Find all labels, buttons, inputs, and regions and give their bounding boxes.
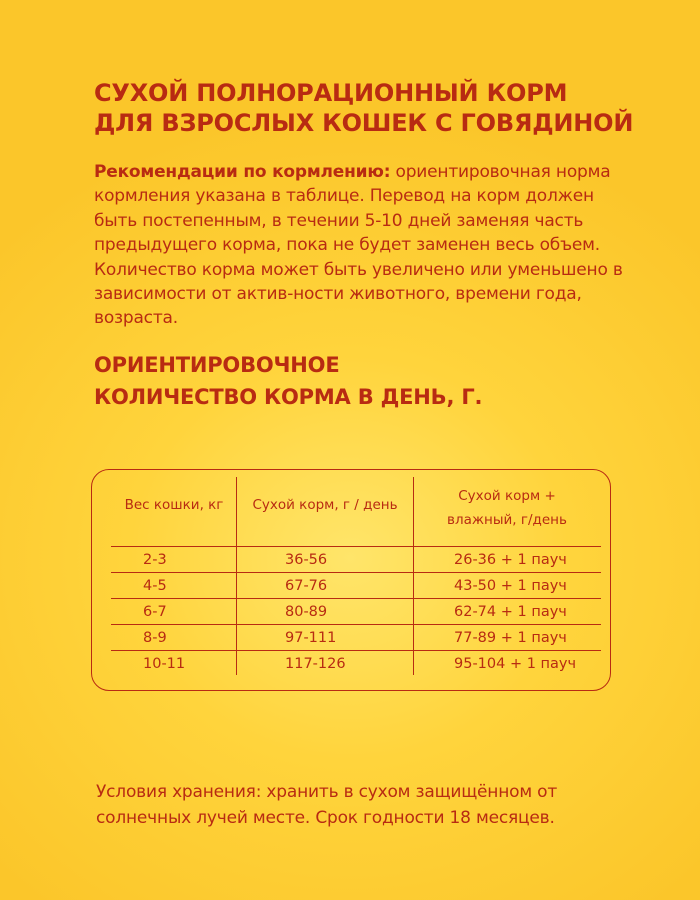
cell-dry: 36-56 (285, 552, 328, 568)
feeding-recommendations (94, 160, 639, 331)
storage-conditions-line-2: солнечных лучей месте. Срок годности 18 месяцев. (96, 808, 555, 828)
table-row (0, 599, 700, 625)
product-title-line-2: ДЛЯ ВЗРОСЛЫХ КОШЕК С ГОВЯДИНОЙ (94, 109, 634, 137)
storage-conditions (96, 779, 636, 831)
product-title-line-1: СУХОЙ ПОЛНОРАЦИОННЫЙ КОРМ (94, 79, 568, 107)
table-row (0, 651, 700, 677)
cell-dry: 67-76 (285, 578, 328, 594)
product-title (94, 78, 654, 138)
cell-dry: 117-126 (285, 656, 346, 672)
cell-dry: 80-89 (285, 604, 328, 620)
cell-mixed: 26-36 + 1 пауч (454, 552, 567, 568)
cell-dry: 97-111 (285, 630, 337, 646)
cell-weight: 4-5 (143, 578, 167, 594)
table-row (0, 573, 700, 599)
table-row (0, 625, 700, 651)
storage-conditions-line-1: Условия хранения: хранить в сухом защищённом от (96, 782, 558, 802)
feeding-recommendations-text: ориентировочная норма кормления указана в таблице. Перевод на корм должен быть постепенным, в течении 5-10 дней заменяя часть предыдущего корма, пока не будет заменен весь объем. Количество корма может быть увеличено или уменьшено в зависимости от актив-ности животного, времени года, возраста. (94, 162, 623, 329)
cell-mixed: 95-104 + 1 пауч (454, 656, 577, 672)
cell-weight: 2-3 (143, 552, 167, 568)
cell-mixed: 62-74 + 1 пауч (454, 604, 567, 620)
header-dry-wet-food-line-1: Сухой корм + (458, 488, 556, 504)
daily-amount-heading (94, 349, 654, 413)
header-dry-food: Сухой корм, г / день (252, 497, 398, 513)
cell-weight: 8-9 (143, 630, 167, 646)
header-weight: Вес кошки, кг (124, 497, 224, 513)
feeding-recommendations-label: Рекомендации по кормлению: (94, 162, 391, 182)
cell-weight: 10-11 (143, 656, 186, 672)
daily-amount-heading-line-1: ОРИЕНТИРОВОЧНОЕ (94, 353, 340, 377)
header-dry-wet-food-line-2: влажный, г/день (447, 512, 567, 528)
cell-weight: 6-7 (143, 604, 167, 620)
cell-mixed: 43-50 + 1 пауч (454, 578, 567, 594)
cell-mixed: 77-89 + 1 пауч (454, 630, 567, 646)
daily-amount-heading-line-2: КОЛИЧЕСТВО КОРМА В ДЕНЬ, Г. (94, 385, 483, 409)
table-row (0, 547, 700, 573)
header-dry-wet-food (413, 484, 601, 532)
